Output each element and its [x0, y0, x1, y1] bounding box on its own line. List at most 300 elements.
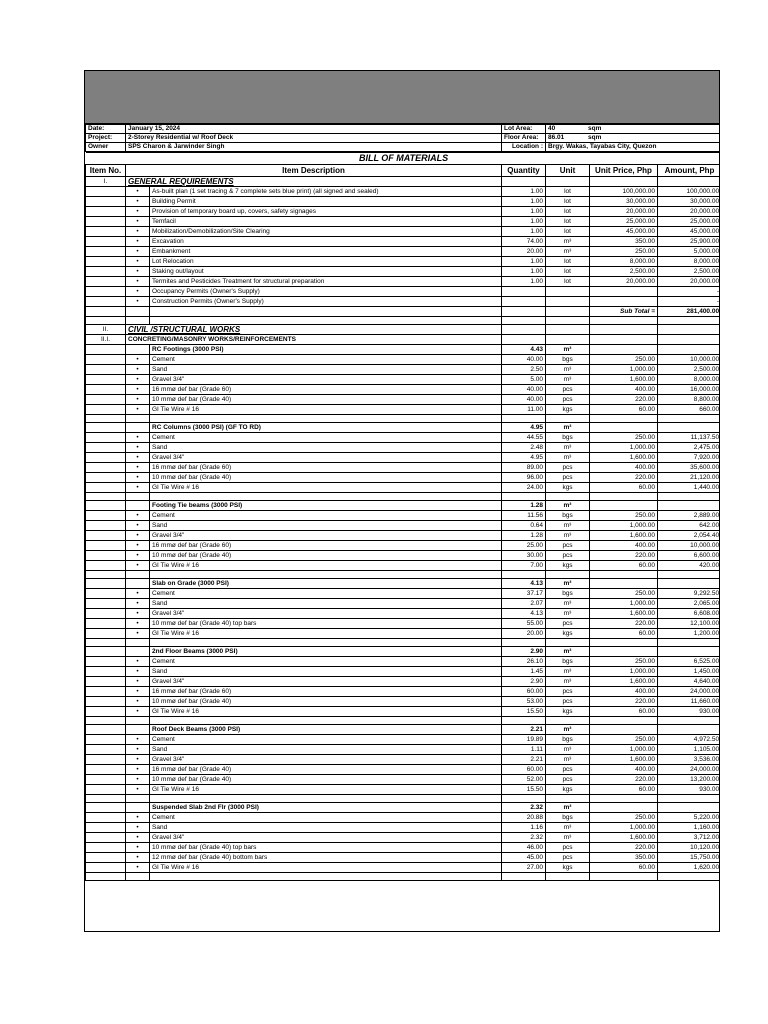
empty-cell: [658, 493, 721, 501]
bullet-cell: •: [126, 375, 150, 385]
project-value: 2-Storey Residential w/ Roof Deck: [126, 134, 502, 143]
item-amount: 6,525.00: [658, 657, 721, 667]
item-amount: 2,475.00: [658, 443, 721, 453]
item-description: GI Tie Wire # 16: [150, 405, 502, 415]
project-label: Project:: [86, 134, 126, 143]
item-description: Termites and Pesticides Treatment for structural preparation: [150, 277, 502, 287]
item-amount: 420.00: [658, 561, 721, 571]
item-no-cell: [86, 453, 126, 463]
item-no-cell: [86, 687, 126, 697]
item-unit: pcs: [546, 385, 590, 395]
group-unit: m³: [546, 579, 590, 589]
table-row: [86, 227, 721, 237]
empty-cell: [126, 647, 150, 657]
item-amount: 2,889.00: [658, 511, 721, 521]
item-no-cell: [86, 197, 126, 207]
group-name: 2nd Floor Beams (3000 PSI): [150, 647, 502, 657]
table-row: [86, 385, 721, 395]
bullet-cell: •: [126, 483, 150, 493]
item-no-cell: [86, 405, 126, 415]
item-unit: m³: [546, 443, 590, 453]
empty-cell: [86, 307, 126, 317]
item-unit-price: 60.00: [590, 405, 658, 415]
group-unit: m³: [546, 345, 590, 355]
item-amount: 20,000.00: [658, 277, 721, 287]
item-unit-price: 220.00: [590, 775, 658, 785]
item-unit-price: 350.00: [590, 853, 658, 863]
item-description: 10 mmø def bar (Grade 40): [150, 395, 502, 405]
group-unit: m³: [546, 647, 590, 657]
empty-cell: [126, 725, 150, 735]
subtotal-value: 281,400.00: [658, 307, 721, 317]
item-quantity: 60.00: [502, 765, 546, 775]
item-unit: m³: [546, 521, 590, 531]
section-title: CIVIL /STRUCTURAL WORKS: [126, 325, 502, 335]
item-amount: 8,800.00: [658, 395, 721, 405]
item-unit: pcs: [546, 765, 590, 775]
item-unit: lot: [546, 267, 590, 277]
item-amount: -: [658, 297, 721, 307]
table-row: [86, 707, 721, 717]
empty-cell: [590, 423, 658, 433]
item-amount: 1,620.00: [658, 863, 721, 873]
table-row: [86, 433, 721, 443]
bullet-cell: •: [126, 521, 150, 531]
table-row: [86, 561, 721, 571]
item-no-cell: [86, 375, 126, 385]
blank-row: [86, 717, 721, 725]
item-no-cell: [86, 287, 126, 297]
group-name: RC Footings (3000 PSI): [150, 345, 502, 355]
table-row: [86, 843, 721, 853]
empty-cell: [658, 415, 721, 423]
group-unit: m³: [546, 725, 590, 735]
bullet-cell: •: [126, 667, 150, 677]
empty-cell: [590, 501, 658, 511]
empty-cell: [658, 717, 721, 725]
table-row: [86, 207, 721, 217]
item-quantity: 55.00: [502, 619, 546, 629]
bullet-cell: •: [126, 707, 150, 717]
bullet-cell: •: [126, 833, 150, 843]
table-row: [86, 745, 721, 755]
item-unit-price: 45,000.00: [590, 227, 658, 237]
item-no-cell: [86, 385, 126, 395]
item-description: GI Tie Wire # 16: [150, 561, 502, 571]
bullet-cell: •: [126, 257, 150, 267]
item-quantity: [502, 297, 546, 307]
empty-cell: [126, 493, 150, 501]
empty-cell: [502, 325, 546, 335]
empty-cell: [590, 345, 658, 355]
boq-table: [85, 152, 720, 881]
item-amount: 2,065.00: [658, 599, 721, 609]
item-amount: 35,600.00: [658, 463, 721, 473]
item-description: Sand: [150, 823, 502, 833]
item-description: Gravel 3/4": [150, 453, 502, 463]
item-no-cell: [86, 483, 126, 493]
table-row: [86, 629, 721, 639]
bill-of-materials-sheet: [84, 70, 720, 932]
empty-cell: [502, 639, 546, 647]
empty-cell: [502, 493, 546, 501]
item-unit: m³: [546, 745, 590, 755]
bullet-cell: •: [126, 677, 150, 687]
item-amount: 1,105.00: [658, 745, 721, 755]
item-unit-price: 250.00: [590, 813, 658, 823]
item-quantity: 89.00: [502, 463, 546, 473]
item-description: 12 mmø def bar (Grade 40) bottom bars: [150, 853, 502, 863]
item-amount: 660.00: [658, 405, 721, 415]
item-amount: 20,000.00: [658, 207, 721, 217]
item-unit-price: 220.00: [590, 619, 658, 629]
empty-cell: [126, 873, 150, 881]
item-quantity: 2.21: [502, 755, 546, 765]
item-quantity: 1.00: [502, 207, 546, 217]
item-unit: lot: [546, 197, 590, 207]
group-header-row: [86, 345, 721, 355]
section-number: II.: [86, 325, 126, 335]
item-unit-price: 1,600.00: [590, 375, 658, 385]
item-quantity: 1.00: [502, 227, 546, 237]
header-banner: [85, 71, 719, 124]
item-unit: m³: [546, 667, 590, 677]
group-quantity: 2.21: [502, 725, 546, 735]
empty-cell: [546, 325, 590, 335]
col-unit-price: Unit Price, Php: [590, 165, 658, 177]
group-unit: m³: [546, 501, 590, 511]
lot-area-value: 40 sqm: [546, 125, 721, 134]
item-quantity: 20.00: [502, 629, 546, 639]
empty-cell: [590, 493, 658, 501]
item-description: Gravel 3/4": [150, 677, 502, 687]
bullet-cell: •: [126, 395, 150, 405]
group-quantity: 2.90: [502, 647, 546, 657]
item-unit-price: 220.00: [590, 551, 658, 561]
empty-cell: [590, 579, 658, 589]
empty-cell: [126, 579, 150, 589]
table-row: [86, 697, 721, 707]
item-amount: 2,500.00: [658, 267, 721, 277]
item-amount: 6,608.00: [658, 609, 721, 619]
empty-cell: [86, 579, 126, 589]
bullet-cell: •: [126, 463, 150, 473]
item-quantity: 0.64: [502, 521, 546, 531]
item-no-cell: [86, 745, 126, 755]
item-quantity: [502, 287, 546, 297]
floor-area-label: Floor Area:: [502, 134, 546, 143]
item-unit: kgs: [546, 863, 590, 873]
item-unit: kgs: [546, 405, 590, 415]
table-row: [86, 375, 721, 385]
item-quantity: 1.45: [502, 667, 546, 677]
item-unit-price: 60.00: [590, 561, 658, 571]
empty-cell: [590, 415, 658, 423]
item-quantity: 2.48: [502, 443, 546, 453]
item-description: Gravel 3/4": [150, 833, 502, 843]
empty-cell: [658, 423, 721, 433]
item-quantity: 2.90: [502, 677, 546, 687]
item-amount: 12,100.00: [658, 619, 721, 629]
bullet-cell: •: [126, 697, 150, 707]
section-header-row: [86, 325, 721, 335]
item-unit-price: 1,000.00: [590, 599, 658, 609]
item-amount: 4,972.50: [658, 735, 721, 745]
empty-cell: [546, 795, 590, 803]
item-unit: pcs: [546, 697, 590, 707]
item-quantity: 7.00: [502, 561, 546, 571]
empty-cell: [126, 501, 150, 511]
item-no-cell: [86, 629, 126, 639]
empty-cell: [150, 307, 502, 317]
table-row: [86, 521, 721, 531]
table-row: [86, 187, 721, 197]
item-unit-price: [590, 287, 658, 297]
item-description: Cement: [150, 589, 502, 599]
table-row: [86, 365, 721, 375]
group-quantity: 4.43: [502, 345, 546, 355]
item-quantity: 1.00: [502, 217, 546, 227]
item-description: Cement: [150, 355, 502, 365]
item-quantity: 1.11: [502, 745, 546, 755]
item-unit-price: 400.00: [590, 765, 658, 775]
item-no-cell: [86, 775, 126, 785]
table-row: [86, 277, 721, 287]
bullet-cell: •: [126, 405, 150, 415]
item-quantity: 15.50: [502, 707, 546, 717]
item-quantity: 2.07: [502, 599, 546, 609]
empty-cell: [546, 717, 590, 725]
empty-cell: [658, 345, 721, 355]
group-name: RC Columns (3000 PSI) (GF TO RD): [150, 423, 502, 433]
empty-cell: [150, 873, 502, 881]
item-no-cell: [86, 561, 126, 571]
empty-cell: [546, 571, 590, 579]
table-row: [86, 405, 721, 415]
bullet-cell: •: [126, 823, 150, 833]
item-unit-price: 1,000.00: [590, 745, 658, 755]
item-unit-price: 1,000.00: [590, 823, 658, 833]
empty-cell: [546, 307, 590, 317]
empty-cell: [150, 795, 502, 803]
empty-cell: [86, 571, 126, 579]
item-description: GI Tie Wire # 16: [150, 785, 502, 795]
bullet-cell: •: [126, 287, 150, 297]
empty-cell: [590, 335, 658, 345]
item-description: Gravel 3/4": [150, 609, 502, 619]
empty-cell: [86, 803, 126, 813]
table-row: [86, 765, 721, 775]
empty-cell: [150, 639, 502, 647]
empty-cell: [546, 177, 590, 187]
item-description: Excavation: [150, 237, 502, 247]
bullet-cell: •: [126, 843, 150, 853]
item-amount: 100,000.00: [658, 187, 721, 197]
table-row: [86, 823, 721, 833]
empty-cell: [658, 639, 721, 647]
item-no-cell: [86, 813, 126, 823]
item-no-cell: [86, 657, 126, 667]
blank-row: [86, 795, 721, 803]
empty-cell: [658, 501, 721, 511]
date-value: January 15, 2024: [126, 125, 502, 134]
table-row: [86, 677, 721, 687]
item-unit-price: 60.00: [590, 629, 658, 639]
item-unit: bgs: [546, 355, 590, 365]
item-no-cell: [86, 833, 126, 843]
item-unit: pcs: [546, 551, 590, 561]
item-unit: m³: [546, 599, 590, 609]
bullet-cell: •: [126, 443, 150, 453]
item-unit-price: 400.00: [590, 385, 658, 395]
item-quantity: 1.16: [502, 823, 546, 833]
empty-cell: [590, 325, 658, 335]
empty-cell: [658, 579, 721, 589]
item-no-cell: [86, 247, 126, 257]
item-amount: 16,000.00: [658, 385, 721, 395]
item-quantity: 11.00: [502, 405, 546, 415]
bullet-cell: •: [126, 297, 150, 307]
item-amount: 7,920.00: [658, 453, 721, 463]
item-unit: m³: [546, 453, 590, 463]
table-row: [86, 473, 721, 483]
item-unit: kgs: [546, 707, 590, 717]
item-unit: m³: [546, 833, 590, 843]
item-amount: 930.00: [658, 707, 721, 717]
table-row: [86, 355, 721, 365]
owner-value: SPS Charon & Jarwinder Singh: [126, 143, 502, 152]
empty-cell: [590, 717, 658, 725]
empty-cell: [502, 177, 546, 187]
bullet-cell: •: [126, 745, 150, 755]
item-description: Gravel 3/4": [150, 375, 502, 385]
empty-cell: [590, 639, 658, 647]
section-header-row: [86, 177, 721, 187]
empty-cell: [86, 423, 126, 433]
item-quantity: 2.32: [502, 833, 546, 843]
empty-cell: [502, 307, 546, 317]
empty-cell: [658, 571, 721, 579]
table-row: [86, 687, 721, 697]
item-amount: 5,220.00: [658, 813, 721, 823]
table-row: [86, 257, 721, 267]
group-quantity: 4.13: [502, 579, 546, 589]
bullet-cell: •: [126, 227, 150, 237]
item-description: 10 mmø def bar (Grade 40): [150, 697, 502, 707]
bullet-cell: •: [126, 433, 150, 443]
item-no-cell: [86, 531, 126, 541]
item-unit: m³: [546, 677, 590, 687]
item-unit-price: 60.00: [590, 707, 658, 717]
empty-cell: [658, 647, 721, 657]
item-unit: lot: [546, 207, 590, 217]
floor-area-value: 86.01 sqm: [546, 134, 721, 143]
empty-cell: [658, 803, 721, 813]
empty-cell: [150, 317, 502, 325]
blank-row: [86, 493, 721, 501]
item-unit-price: 1,000.00: [590, 667, 658, 677]
table-row: [86, 267, 721, 277]
section-number: I.: [86, 177, 126, 187]
bullet-cell: •: [126, 599, 150, 609]
item-quantity: 4.95: [502, 453, 546, 463]
empty-cell: [590, 647, 658, 657]
item-no-cell: [86, 599, 126, 609]
item-no-cell: [86, 257, 126, 267]
empty-cell: [658, 725, 721, 735]
bullet-cell: •: [126, 277, 150, 287]
empty-cell: [658, 795, 721, 803]
empty-cell: [658, 325, 721, 335]
group-unit: m³: [546, 423, 590, 433]
item-quantity: 1.00: [502, 267, 546, 277]
item-unit-price: 400.00: [590, 541, 658, 551]
bullet-cell: •: [126, 207, 150, 217]
item-no-cell: [86, 365, 126, 375]
item-no-cell: [86, 735, 126, 745]
item-unit-price: 400.00: [590, 687, 658, 697]
bullet-cell: •: [126, 453, 150, 463]
col-item-description: Item Description: [126, 165, 502, 177]
bullet-cell: •: [126, 755, 150, 765]
item-no-cell: [86, 755, 126, 765]
empty-cell: [150, 415, 502, 423]
location-label: Location :: [502, 143, 546, 152]
empty-cell: [86, 415, 126, 423]
item-unit-price: 1,000.00: [590, 443, 658, 453]
item-no-cell: [86, 667, 126, 677]
item-unit-price: 1,600.00: [590, 677, 658, 687]
item-unit-price: 1,600.00: [590, 609, 658, 619]
table-row: [86, 237, 721, 247]
item-unit-price: 250.00: [590, 355, 658, 365]
item-description: 16 mmø def bar (Grade 60): [150, 541, 502, 551]
item-description: Gravel 3/4": [150, 755, 502, 765]
empty-cell: [126, 345, 150, 355]
item-no-cell: [86, 237, 126, 247]
item-amount: 10,120.00: [658, 843, 721, 853]
lot-area-label: Lot Area:: [502, 125, 546, 134]
item-description: As-built plan (1 set tracing & 7 complete sets blue print) (all signed and sealed): [150, 187, 502, 197]
item-unit-price: 2,500.00: [590, 267, 658, 277]
subtotal-row: [86, 307, 721, 317]
item-quantity: 46.00: [502, 843, 546, 853]
item-unit-price: 220.00: [590, 843, 658, 853]
item-description: Construction Permits (Owner's Supply): [150, 297, 502, 307]
item-description: Lot Relocation: [150, 257, 502, 267]
empty-cell: [502, 415, 546, 423]
item-description: Provision of temporary board up, covers, safety signages: [150, 207, 502, 217]
item-amount: 15,750.00: [658, 853, 721, 863]
item-unit-price: 250.00: [590, 589, 658, 599]
item-no-cell: [86, 443, 126, 453]
empty-cell: [546, 873, 590, 881]
empty-cell: [590, 725, 658, 735]
bullet-cell: •: [126, 531, 150, 541]
item-unit: pcs: [546, 843, 590, 853]
item-unit: kgs: [546, 629, 590, 639]
bullet-cell: •: [126, 589, 150, 599]
group-name: Slab on Grade (3000 PSI): [150, 579, 502, 589]
table-row: [86, 813, 721, 823]
subsection-number: II.I.: [86, 335, 126, 345]
item-amount: 5,000.00: [658, 247, 721, 257]
item-amount: 45,000.00: [658, 227, 721, 237]
item-unit-price: 100,000.00: [590, 187, 658, 197]
item-amount: 11,137.50: [658, 433, 721, 443]
item-unit: m³: [546, 247, 590, 257]
item-quantity: 20.88: [502, 813, 546, 823]
